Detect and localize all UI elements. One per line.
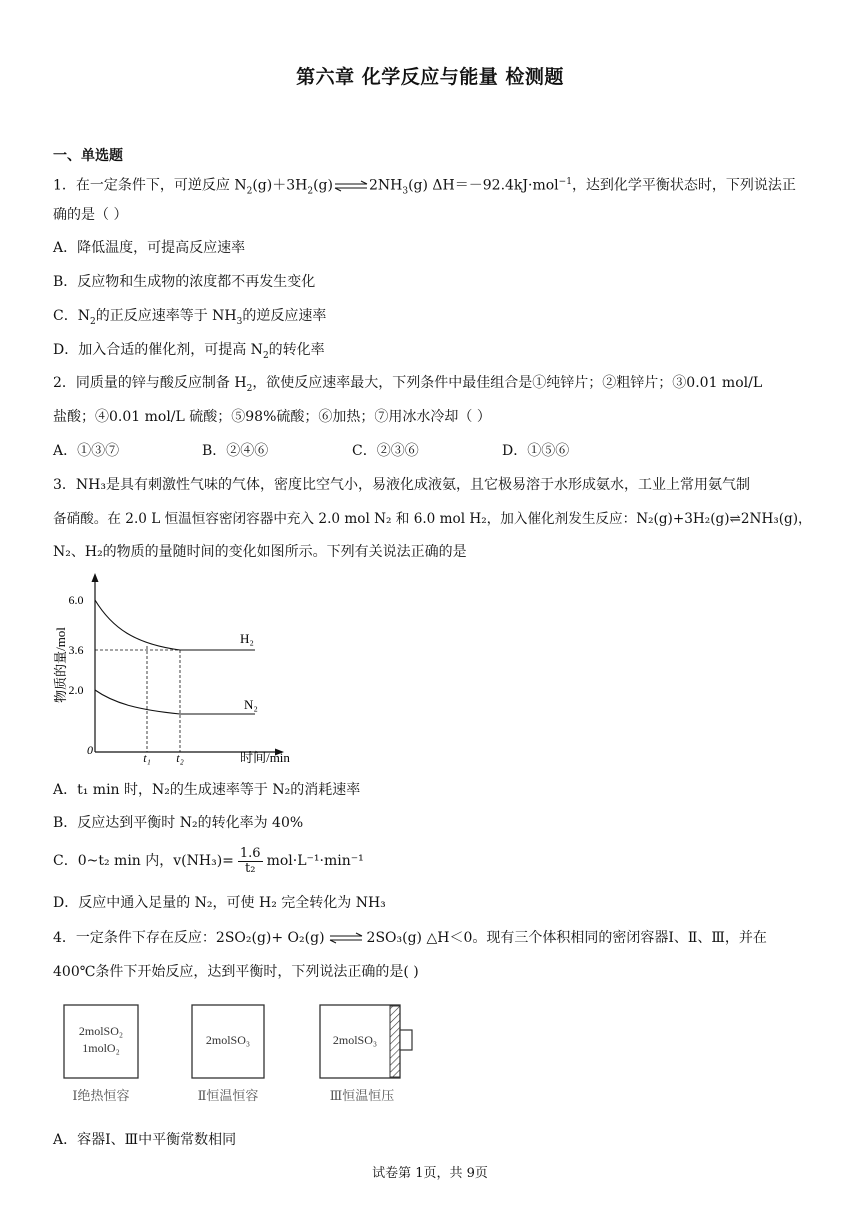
q4-option-a[interactable]: A．容器Ⅰ、Ⅲ中平衡常数相同 <box>53 1132 237 1148</box>
container-3-label: Ⅲ恒温恒压 <box>329 1088 395 1103</box>
q1-option-c[interactable]: C．$N_2$的正反应速率等于 $NH_3$的逆反应速率 <box>53 308 327 327</box>
q2-option-d[interactable]: D．①⑤⑥ <box>502 443 570 459</box>
y-tick-label-2: 2.0 <box>68 683 84 697</box>
containers-figure <box>52 1000 432 1112</box>
origin-label: 0 <box>87 743 93 757</box>
x-tick-label-t1: t₁ <box>143 751 151 765</box>
q3-stem-line2: 备硝酸。在 2.0 L 恒温恒容密闭容器中充入 2.0 mol N₂ 和 6.0 mol H₂，加入催化剂发生反应：N₂(g)+3H₂(g)⇌2NH₃(g)， <box>53 511 812 527</box>
rate-fraction: $\frac{1.6}{\text{t₂}}$ <box>239 845 261 876</box>
q3-option-b[interactable]: B．反应达到平衡时 N₂的转化率为 40% <box>53 815 304 831</box>
q1-option-b[interactable]: B．反应物和生成物的浓度都不再发生变化 <box>53 274 316 290</box>
series-label-n2: N₂ <box>244 697 258 712</box>
section-heading: 一、单选题 <box>53 148 123 164</box>
series-label-h2: H₂ <box>240 631 254 646</box>
x-tick-label-t2: t₂ <box>176 751 184 765</box>
q3-option-c[interactable]: C．0~t₂ min 内，v(NH₃)= $\frac{1.6}{\text{t₂}}$ mol·L⁻¹·min⁻¹ <box>53 845 364 876</box>
q2-option-c[interactable]: C．②③⑥ <box>352 443 419 459</box>
container-2-content-1: 2molSO₃ <box>205 1033 251 1047</box>
piston-rod <box>400 1030 412 1050</box>
amount-vs-time-chart <box>50 570 310 775</box>
q2-stem-line2: 盐酸；④0.01 mol/L 硫酸；⑤98%硫酸；⑥加热；⑦用冰水冷却（ ） <box>53 409 491 425</box>
q2-option-b[interactable]: B．②④⑥ <box>202 443 269 459</box>
series-line-h2 <box>95 600 255 650</box>
q3-option-a[interactable]: A．t₁ min 时，N₂的生成速率等于 N₂的消耗速率 <box>53 782 361 798</box>
piston <box>390 1006 400 1077</box>
q1-stem-line2: 确的是（ ） <box>53 207 128 223</box>
x-axis-label: 时间/min <box>240 750 290 765</box>
q4-stem-line1: 4．一定条件下存在反应：2SO₂(g)+ O₂(g) 2SO₃(g) △H＜0。现有三个体积相同的密闭容器Ⅰ、Ⅱ、Ⅲ，并在 <box>53 930 767 946</box>
y-tick-label-3-6: 3.6 <box>68 643 84 657</box>
q4-stem-line2: 400℃条件下开始反应，达到平衡时，下列说法正确的是( ) <box>53 964 419 980</box>
reversible-arrow-icon <box>329 932 363 944</box>
page-title: 第六章 化学反应与能量 检测题 <box>296 66 564 88</box>
q3-stem-line3: N₂、H₂的物质的量随时间的变化如图所示。下列有关说法正确的是 <box>53 544 467 560</box>
reversible-arrow-icon <box>334 180 368 192</box>
y-tick-label-6: 6.0 <box>68 593 84 607</box>
q3-stem-line1: 3．NH₃是具有刺激性气味的气体，密度比空气小，易液化成液氨，且它极易溶于水形成氨水，工业上常用氨气制 <box>53 477 750 493</box>
y-axis-label: 物质的量/mol <box>53 627 68 703</box>
container-1-content-2: 1molO₂ <box>82 1041 120 1055</box>
container-1-label: Ⅰ绝热恒容 <box>72 1088 130 1103</box>
q2-option-a[interactable]: A．①③⑦ <box>53 443 120 459</box>
y-axis-arrow <box>92 573 99 582</box>
q2-stem-line1: 2．同质量的锌与酸反应制备 $H_2$，欲使反应速率最大，下列条件中最佳组合是①纯锌片；②粗锌片；③0.01 mol/L <box>53 375 763 394</box>
q1-option-a[interactable]: A．降低温度，可提高反应速率 <box>53 240 246 256</box>
page-footer: 试卷第 1页，共 9页 <box>372 1166 488 1181</box>
q1-option-d[interactable]: D．加入合适的催化剂，可提高 $N_2$的转化率 <box>53 342 325 361</box>
q3-option-d[interactable]: D．反应中通入足量的 N₂，可使 H₂ 完全转化为 NH₃ <box>53 895 386 911</box>
container-3-content-1: 2molSO₃ <box>332 1033 378 1047</box>
container-2-label: Ⅱ恒温恒容 <box>197 1088 259 1103</box>
container-1-content-1: 2molSO₂ <box>78 1024 124 1038</box>
series-line-n2 <box>95 690 255 714</box>
q1-stem-line1: 1．在一定条件下，可逆反应 $N_2(g)+3H_2(g)$ $2NH_3(g)$ ΔH＝－92.4kJ·mol$^{-1}$，达到化学平衡状态时，下列说法正 <box>53 177 796 197</box>
